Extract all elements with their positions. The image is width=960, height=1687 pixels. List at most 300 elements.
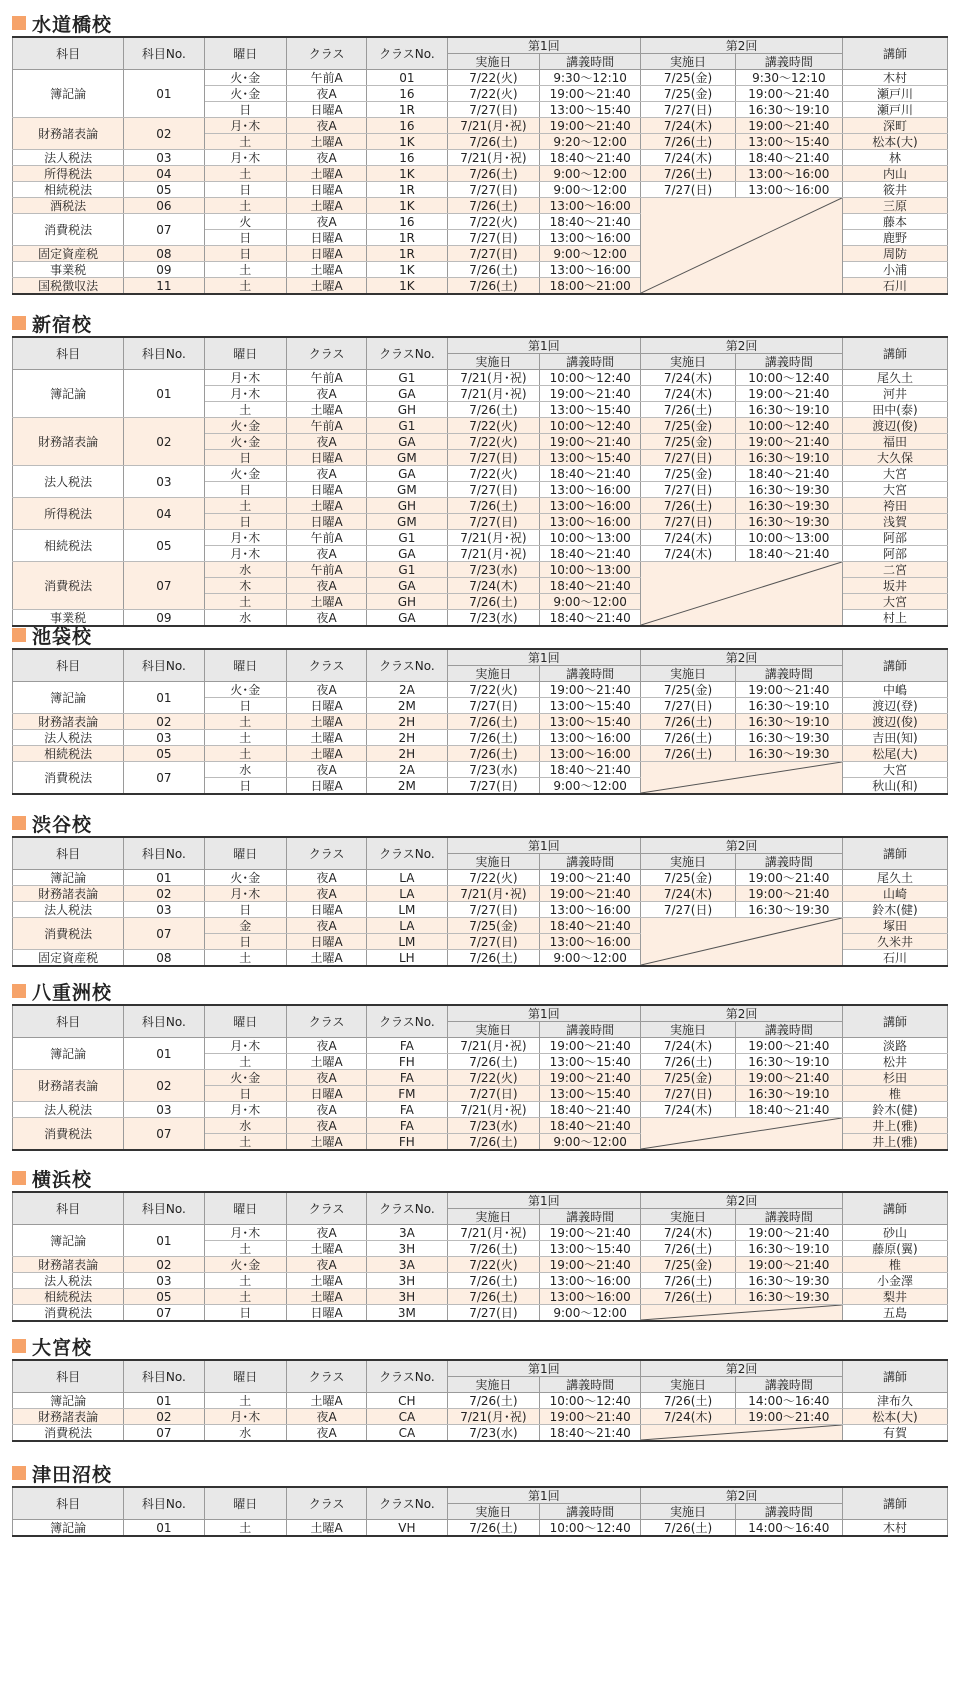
round1-date: 7/22(火) <box>447 1257 540 1273</box>
schedule-table <box>12 1359 948 1442</box>
class-name: 午前A <box>286 530 366 546</box>
class-number: 2H <box>367 746 447 762</box>
header-date: 実施日 <box>641 1209 736 1225</box>
lecturer-name: 大久保 <box>842 450 947 466</box>
class-number: GM <box>367 482 447 498</box>
subject-name: 簿記論 <box>13 370 124 418</box>
lecturer-name: 袴田 <box>842 498 947 514</box>
table-row <box>13 870 948 886</box>
round2-time: 19:00～21:40 <box>735 1038 842 1054</box>
subject-number: 01 <box>124 70 204 118</box>
table-row <box>13 1273 948 1289</box>
lecturer-name: 大宮 <box>842 466 947 482</box>
round2-date: 7/24(木) <box>641 370 736 386</box>
class-name: 夜A <box>286 546 366 562</box>
subject-number: 01 <box>124 1038 204 1070</box>
square-bullet-icon <box>12 1171 26 1185</box>
subject-number: 05 <box>124 746 204 762</box>
subject-name: 国税徴収法 <box>13 278 124 295</box>
header-date: 実施日 <box>447 1209 540 1225</box>
class-name: 夜A <box>286 466 366 482</box>
round1-time: 13:00～15:40 <box>540 714 641 730</box>
table-row <box>13 370 948 386</box>
weekday: 土 <box>204 1520 286 1537</box>
class-number: FA <box>367 1118 447 1134</box>
no-second-session-cell <box>641 1118 843 1151</box>
round2-time: 16:30～19:30 <box>735 482 842 498</box>
round1-date: 7/21(月･祝) <box>447 530 540 546</box>
round1-time: 13:00～16:00 <box>540 934 641 950</box>
header-lecturer: 講師 <box>842 37 947 70</box>
subject-number: 03 <box>124 1273 204 1289</box>
weekday: 土 <box>204 730 286 746</box>
round1-time: 19:00～21:40 <box>540 386 641 402</box>
round1-time: 18:40～21:40 <box>540 610 641 627</box>
header-day: 曜日 <box>204 837 286 870</box>
lecturer-name: 津布久 <box>842 1393 947 1409</box>
lecturer-name: 松本(大) <box>842 1409 947 1425</box>
class-name: 日曜A <box>286 698 366 714</box>
class-name: 夜A <box>286 150 366 166</box>
round1-date: 7/22(火) <box>447 1070 540 1086</box>
diagonal-slash-icon <box>641 562 842 625</box>
subject-name: 固定資産税 <box>13 950 124 967</box>
header-time: 講義時間 <box>540 54 641 70</box>
lecturer-name: 塚田 <box>842 918 947 934</box>
round1-date: 7/22(火) <box>447 70 540 86</box>
round1-date: 7/23(水) <box>447 562 540 578</box>
weekday: 日 <box>204 450 286 466</box>
class-number: GM <box>367 514 447 530</box>
subject-name: 法人税法 <box>13 902 124 918</box>
subject-number: 02 <box>124 1409 204 1425</box>
header-date: 実施日 <box>447 354 540 370</box>
class-name: 土曜A <box>286 278 366 295</box>
round2-date: 7/27(日) <box>641 1086 736 1102</box>
class-name: 午前A <box>286 370 366 386</box>
school-name: 津田沼校 <box>32 1463 113 1486</box>
header-date: 実施日 <box>641 1504 736 1520</box>
round2-date: 7/24(木) <box>641 1409 736 1425</box>
class-name: 日曜A <box>286 1086 366 1102</box>
round2-time: 19:00～21:40 <box>735 682 842 698</box>
header-subject-no: 科目No. <box>124 649 204 682</box>
round1-time: 19:00～21:40 <box>540 434 641 450</box>
round2-time: 13:00～15:40 <box>735 134 842 150</box>
class-name: 夜A <box>286 1038 366 1054</box>
round1-date: 7/21(月･祝) <box>447 118 540 134</box>
subject-name: 消費税法 <box>13 1305 124 1322</box>
lecturer-name: 尾久土 <box>842 870 947 886</box>
class-number: 16 <box>367 86 447 102</box>
square-bullet-icon <box>12 316 26 330</box>
class-name: 夜A <box>286 918 366 934</box>
class-number: 3H <box>367 1289 447 1305</box>
header-subject: 科目 <box>13 837 124 870</box>
class-number: 1K <box>367 198 447 214</box>
round1-date: 7/26(土) <box>447 1289 540 1305</box>
round2-date: 7/25(金) <box>641 682 736 698</box>
class-number: G1 <box>367 562 447 578</box>
class-name: 日曜A <box>286 902 366 918</box>
school-title <box>12 10 948 36</box>
header-date: 実施日 <box>447 1504 540 1520</box>
round1-time: 13:00～15:40 <box>540 1241 641 1257</box>
round2-date: 7/26(土) <box>641 498 736 514</box>
class-number: 3H <box>367 1273 447 1289</box>
weekday: 火 <box>204 214 286 230</box>
round1-date: 7/26(土) <box>447 1241 540 1257</box>
class-name: 日曜A <box>286 934 366 950</box>
class-number: FA <box>367 1038 447 1054</box>
class-name: 日曜A <box>286 482 366 498</box>
weekday: 土 <box>204 278 286 295</box>
round1-time: 19:00～21:40 <box>540 1038 641 1054</box>
class-name: 夜A <box>286 1102 366 1118</box>
round1-date: 7/27(日) <box>447 902 540 918</box>
class-name: 土曜A <box>286 1241 366 1257</box>
round2-time: 19:00～21:40 <box>735 870 842 886</box>
class-name: 日曜A <box>286 102 366 118</box>
round1-time: 13:00～16:00 <box>540 1273 641 1289</box>
header-round1: 第1回 <box>447 37 641 54</box>
lecturer-name: 椎 <box>842 1086 947 1102</box>
header-lecturer: 講師 <box>842 1005 947 1038</box>
weekday: 日 <box>204 698 286 714</box>
round1-time: 13:00～16:00 <box>540 230 641 246</box>
weekday: 日 <box>204 1086 286 1102</box>
schedule-table <box>12 336 948 627</box>
lecturer-name: 久米井 <box>842 934 947 950</box>
weekday: 月･木 <box>204 546 286 562</box>
round2-date: 7/25(金) <box>641 1257 736 1273</box>
subject-number: 01 <box>124 1393 204 1409</box>
square-bullet-icon <box>12 1339 26 1353</box>
weekday: 日 <box>204 230 286 246</box>
round2-time: 19:00～21:40 <box>735 1257 842 1273</box>
school-name: 水道橋校 <box>32 13 113 36</box>
table-row <box>13 198 948 214</box>
subject-name: 法人税法 <box>13 466 124 498</box>
round1-time: 9:00～12:00 <box>540 1134 641 1151</box>
header-lecturer: 講師 <box>842 1192 947 1225</box>
diagonal-slash-icon <box>641 918 842 965</box>
header-date: 実施日 <box>641 1377 736 1393</box>
header-class: クラス <box>286 37 366 70</box>
header-time: 講義時間 <box>540 354 641 370</box>
round2-date: 7/27(日) <box>641 698 736 714</box>
header-time: 講義時間 <box>540 854 641 870</box>
round1-date: 7/26(土) <box>447 1134 540 1151</box>
class-name: 土曜A <box>286 1520 366 1537</box>
class-name: 午前A <box>286 70 366 86</box>
school-section <box>12 1460 948 1537</box>
class-name: 夜A <box>286 1257 366 1273</box>
header-round1: 第1回 <box>447 837 641 854</box>
class-number: LA <box>367 918 447 934</box>
subject-name: 財務諸表論 <box>13 886 124 902</box>
class-name: 夜A <box>286 434 366 450</box>
weekday: 水 <box>204 610 286 627</box>
school-name: 新宿校 <box>32 313 93 336</box>
round2-time: 16:30～19:30 <box>735 1273 842 1289</box>
round1-time: 9:00～12:00 <box>540 778 641 795</box>
round2-date: 7/26(土) <box>641 730 736 746</box>
round1-time: 9:00～12:00 <box>540 594 641 610</box>
class-name: 午前A <box>286 418 366 434</box>
round2-time: 19:00～21:40 <box>735 86 842 102</box>
round2-date: 7/26(土) <box>641 402 736 418</box>
subject-number: 01 <box>124 682 204 714</box>
weekday: 土 <box>204 1393 286 1409</box>
no-second-session-cell <box>641 1425 843 1442</box>
round1-date: 7/26(土) <box>447 498 540 514</box>
subject-number: 01 <box>124 370 204 418</box>
class-number: LH <box>367 950 447 967</box>
round2-date: 7/27(日) <box>641 482 736 498</box>
weekday: 月･木 <box>204 1038 286 1054</box>
class-name: 土曜A <box>286 1054 366 1070</box>
class-name: 日曜A <box>286 778 366 795</box>
class-number: GH <box>367 402 447 418</box>
class-number: 3A <box>367 1257 447 1273</box>
weekday: 金 <box>204 918 286 934</box>
weekday: 土 <box>204 714 286 730</box>
round1-time: 18:40～21:40 <box>540 150 641 166</box>
round1-time: 18:00～21:00 <box>540 278 641 295</box>
subject-number: 07 <box>124 1425 204 1442</box>
lecturer-name: 松井 <box>842 1054 947 1070</box>
weekday: 月･木 <box>204 530 286 546</box>
lecturer-name: 阿部 <box>842 546 947 562</box>
square-bullet-icon <box>12 16 26 30</box>
class-name: 日曜A <box>286 514 366 530</box>
round1-time: 13:00～15:40 <box>540 1054 641 1070</box>
header-class: クラス <box>286 649 366 682</box>
lecturer-name: 阿部 <box>842 530 947 546</box>
weekday: 日 <box>204 514 286 530</box>
lecturer-name: 木村 <box>842 1520 947 1537</box>
header-day: 曜日 <box>204 1360 286 1393</box>
class-name: 土曜A <box>286 1393 366 1409</box>
lecturer-name: 大宮 <box>842 594 947 610</box>
round2-time: 16:30～19:30 <box>735 746 842 762</box>
square-bullet-icon <box>12 628 26 642</box>
subject-name: 簿記論 <box>13 1038 124 1070</box>
school-section <box>12 810 948 967</box>
no-second-session-cell <box>641 918 843 967</box>
round2-date: 7/24(木) <box>641 886 736 902</box>
school-title <box>12 1460 948 1486</box>
round1-date: 7/22(火) <box>447 214 540 230</box>
header-class: クラス <box>286 1005 366 1038</box>
header-subject-no: 科目No. <box>124 337 204 370</box>
class-name: 土曜A <box>286 498 366 514</box>
round2-time: 14:00～16:40 <box>735 1393 842 1409</box>
class-number: 1K <box>367 134 447 150</box>
subject-name: 消費税法 <box>13 214 124 246</box>
lecturer-name: 小浦 <box>842 262 947 278</box>
class-number: 1R <box>367 182 447 198</box>
lecturer-name: 秋山(和) <box>842 778 947 795</box>
subject-number: 03 <box>124 902 204 918</box>
lecturer-name: 浅賀 <box>842 514 947 530</box>
round2-time: 19:00～21:40 <box>735 1070 842 1086</box>
class-number: 2M <box>367 698 447 714</box>
round1-date: 7/26(土) <box>447 1520 540 1537</box>
class-number: 1K <box>367 166 447 182</box>
class-number: GA <box>367 578 447 594</box>
subject-number: 07 <box>124 562 204 610</box>
round2-time: 16:30～19:10 <box>735 714 842 730</box>
class-number: GA <box>367 546 447 562</box>
header-date: 実施日 <box>447 1377 540 1393</box>
table-row <box>13 166 948 182</box>
weekday: 日 <box>204 182 286 198</box>
round2-date: 7/25(金) <box>641 1070 736 1086</box>
diagonal-slash-icon <box>641 198 842 293</box>
header-class-no: クラスNo. <box>367 37 447 70</box>
round1-date: 7/23(水) <box>447 762 540 778</box>
class-name: 日曜A <box>286 230 366 246</box>
subject-name: 簿記論 <box>13 682 124 714</box>
round1-time: 10:00～12:40 <box>540 1520 641 1537</box>
round2-time: 19:00～21:40 <box>735 434 842 450</box>
round1-date: 7/22(火) <box>447 418 540 434</box>
header-round2: 第2回 <box>641 37 843 54</box>
class-number: GH <box>367 498 447 514</box>
round1-time: 13:00～16:00 <box>540 746 641 762</box>
subject-number: 05 <box>124 1289 204 1305</box>
table-row <box>13 682 948 698</box>
round1-date: 7/21(月･祝) <box>447 886 540 902</box>
round1-time: 13:00～16:00 <box>540 198 641 214</box>
header-day: 曜日 <box>204 1192 286 1225</box>
round2-time: 13:00～16:00 <box>735 182 842 198</box>
round1-time: 9:20～12:00 <box>540 134 641 150</box>
lecturer-name: 坂井 <box>842 578 947 594</box>
header-class-no: クラスNo. <box>367 1360 447 1393</box>
square-bullet-icon <box>12 1466 26 1480</box>
round1-time: 13:00～16:00 <box>540 482 641 498</box>
subject-name: 法人税法 <box>13 1102 124 1118</box>
weekday: 月･木 <box>204 118 286 134</box>
class-number: LM <box>367 902 447 918</box>
round1-time: 10:00～13:00 <box>540 562 641 578</box>
round2-time: 19:00～21:40 <box>735 886 842 902</box>
round1-date: 7/26(土) <box>447 594 540 610</box>
round2-time: 16:30～19:30 <box>735 1289 842 1305</box>
weekday: 日 <box>204 934 286 950</box>
round1-time: 13:00～15:40 <box>540 402 641 418</box>
lecturer-name: 大宮 <box>842 482 947 498</box>
header-date: 実施日 <box>447 666 540 682</box>
class-name: 土曜A <box>286 134 366 150</box>
weekday: 月･木 <box>204 1409 286 1425</box>
weekday: 月･木 <box>204 150 286 166</box>
class-number: GH <box>367 594 447 610</box>
round1-time: 13:00～16:00 <box>540 1289 641 1305</box>
header-round2: 第2回 <box>641 1005 843 1022</box>
header-time: 講義時間 <box>540 1377 641 1393</box>
subject-name: 消費税法 <box>13 762 124 795</box>
round2-date: 7/24(木) <box>641 118 736 134</box>
lecturer-name: 深町 <box>842 118 947 134</box>
weekday: 火･金 <box>204 1257 286 1273</box>
subject-number: 08 <box>124 950 204 967</box>
subject-number: 02 <box>124 418 204 466</box>
lecturer-name: 二宮 <box>842 562 947 578</box>
subject-name: 酒税法 <box>13 198 124 214</box>
subject-number: 11 <box>124 278 204 295</box>
header-time: 講義時間 <box>735 1377 842 1393</box>
table-row <box>13 530 948 546</box>
table-row <box>13 714 948 730</box>
lecturer-name: 石川 <box>842 950 947 967</box>
subject-number: 04 <box>124 498 204 530</box>
weekday: 土 <box>204 166 286 182</box>
table-row <box>13 1070 948 1086</box>
header-time: 講義時間 <box>735 54 842 70</box>
header-subject: 科目 <box>13 1487 124 1520</box>
weekday: 土 <box>204 1289 286 1305</box>
lecturer-name: 三原 <box>842 198 947 214</box>
school-title <box>12 310 948 336</box>
header-class: クラス <box>286 837 366 870</box>
weekday: 土 <box>204 1134 286 1151</box>
weekday: 土 <box>204 1241 286 1257</box>
round2-date: 7/25(金) <box>641 466 736 482</box>
round2-date: 7/27(日) <box>641 514 736 530</box>
table-row <box>13 1118 948 1134</box>
table-row <box>13 886 948 902</box>
round2-time: 18:40～21:40 <box>735 546 842 562</box>
class-name: 土曜A <box>286 1134 366 1151</box>
table-row <box>13 918 948 934</box>
class-number: 16 <box>367 150 447 166</box>
round1-time: 19:00～21:40 <box>540 1409 641 1425</box>
school-name: 横浜校 <box>32 1168 93 1191</box>
header-time: 講義時間 <box>735 354 842 370</box>
table-row <box>13 746 948 762</box>
lecturer-name: 渡辺(俊) <box>842 418 947 434</box>
header-round1: 第1回 <box>447 649 641 666</box>
subject-name: 固定資産税 <box>13 246 124 262</box>
schedule-table <box>12 36 948 295</box>
subject-number: 01 <box>124 1520 204 1537</box>
round1-time: 18:40～21:40 <box>540 578 641 594</box>
round1-time: 9:00～12:00 <box>540 1305 641 1322</box>
class-name: 夜A <box>286 214 366 230</box>
class-name: 夜A <box>286 682 366 698</box>
class-number: 3M <box>367 1305 447 1322</box>
table-header <box>13 1360 948 1393</box>
weekday: 火･金 <box>204 418 286 434</box>
subject-number: 02 <box>124 1257 204 1273</box>
weekday: 水 <box>204 1118 286 1134</box>
diagonal-slash-icon <box>641 1305 842 1320</box>
table-row <box>13 118 948 134</box>
weekday: 日 <box>204 482 286 498</box>
weekday: 火･金 <box>204 434 286 450</box>
no-second-session-cell <box>641 762 843 795</box>
round1-time: 19:00～21:40 <box>540 886 641 902</box>
lecturer-name: 石川 <box>842 278 947 295</box>
round2-time: 16:30～19:10 <box>735 102 842 118</box>
school-name: 大宮校 <box>32 1336 93 1359</box>
round1-date: 7/23(水) <box>447 1425 540 1442</box>
round1-date: 7/27(日) <box>447 934 540 950</box>
